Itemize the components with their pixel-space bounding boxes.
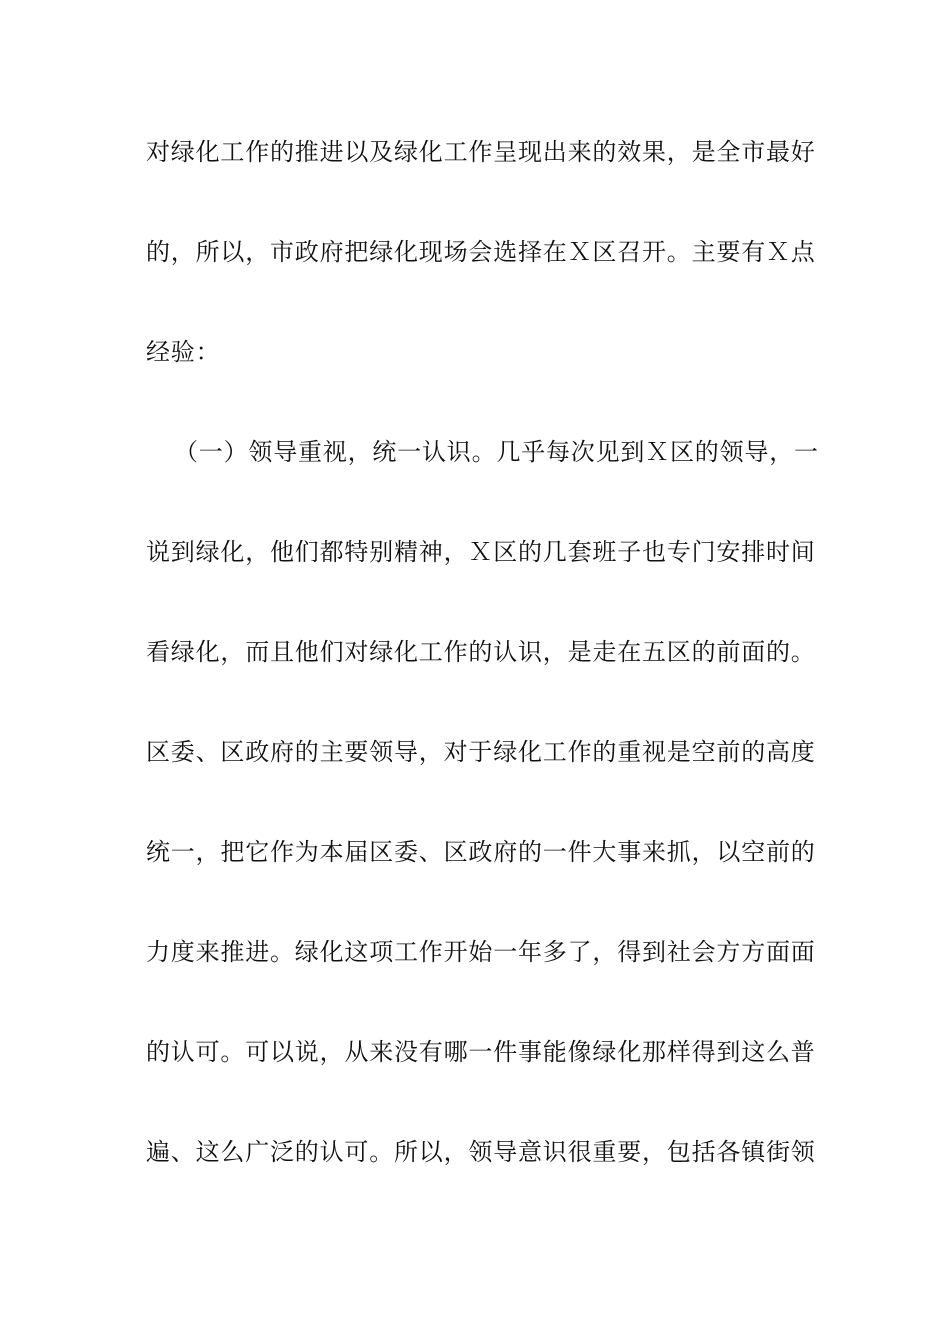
text-line-8: 统一，把它作为本届区委、区政府的一件大事来抓，以空前的	[146, 838, 816, 866]
text-line-3: 经验：	[146, 338, 221, 366]
text-line-11: 遍、这么广泛的认可。所以，领导意识很重要，包括各镇街领	[146, 1138, 816, 1166]
text-line-1: 对绿化工作的推进以及绿化工作呈现出来的效果，是全市最好	[146, 138, 816, 166]
text-line-4: （一）领导重视，统一认识。几乎每次见到Ｘ区的领导，一	[174, 438, 819, 466]
text-line-2: 的，所以，市政府把绿化现场会选择在Ｘ区召开。主要有Ｘ点	[146, 238, 816, 266]
text-line-9: 力度来推进。绿化这项工作开始一年多了，得到社会方方面面	[146, 938, 816, 966]
text-line-10: 的认可。可以说，从来没有哪一件事能像绿化那样得到这么普	[146, 1038, 816, 1066]
text-line-7: 区委、区政府的主要领导，对于绿化工作的重视是空前的高度	[146, 738, 816, 766]
body-text	[146, 126, 819, 1226]
text-line-5: 说到绿化，他们都特别精神，Ｘ区的几套班子也专门安排时间	[146, 538, 816, 566]
text-line-6: 看绿化，而且他们对绿化工作的认识，是走在五区的前面的。	[146, 638, 816, 666]
